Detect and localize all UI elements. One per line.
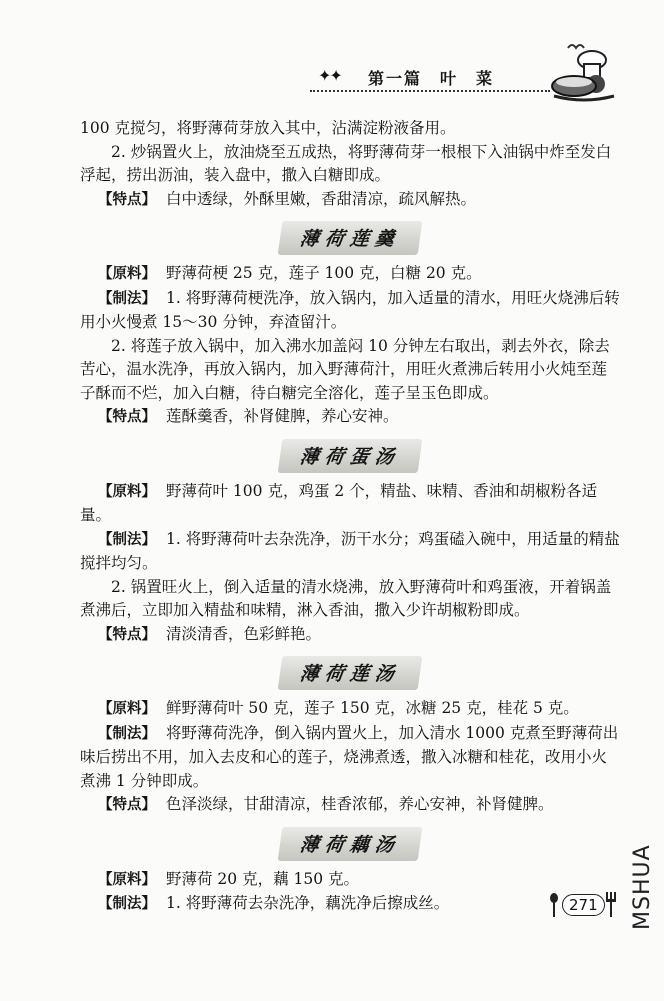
method-label: 【制法】 [98,725,156,742]
feature-label: 【特点】 [98,409,156,425]
feature-text: 色泽淡绿，甘甜清凉，桂香浓郁，养心安神，补肾健脾。 [166,795,554,813]
page-body [80,117,620,917]
feature-label: 【特点】 [98,797,156,813]
method-step: 2. 将莲子放入锅中，加入沸水加盖闷 10 分钟左右取出，剥去外衣，除去苦心，温水洗净，再放入锅内，加入野薄荷汁，用旺火煮沸后转用小火炖至莲子酥而不烂，加入白糖，待白糖完全溶化，莲子呈玉色即成。 [80,336,610,402]
feature-line [80,623,620,648]
recipe-title-block [80,647,620,697]
method-label: 【制法】 [98,531,156,548]
ingredients-text: 野薄荷梗 25 克，莲子 100 克，白糖 20 克。 [166,264,482,282]
ingredients-label: 【原料】 [98,483,156,500]
feature-text: 莲酥羹香，补肾健脾，养心安神。 [166,407,399,425]
ingredients-label: 【原料】 [98,871,156,888]
ingredients-line [80,262,620,287]
feature-text: 白中透绿，外酥里嫩，香甜清凉，疏风解热。 [166,189,477,208]
feature-label: 【特点】 [98,191,156,208]
method-step: 2. 锅置旺火上，倒入适量的清水烧沸，放入野薄荷叶和鸡蛋液，开着锅盖煮沸后，立即加入精盐和味精，淋入香油，撒入少许胡椒粉即成。 [80,577,612,619]
feature-label: 【特点】 [98,626,156,643]
method-line [80,892,620,917]
recipe-title: 薄荷莲羹 [278,221,423,255]
page-number: 271 [562,894,605,916]
ingredients-line [80,868,620,893]
feature-line [80,188,620,213]
ingredients-line [80,697,620,722]
method-text: 1. 将野薄荷去杂洗净，藕洗净后擦成丝。 [166,894,450,912]
recipe-title-block [80,818,620,868]
fork-icon [604,892,618,918]
running-header [310,60,560,96]
ingredients-label: 【原料】 [98,701,156,717]
feature-text: 清淡清香，色彩鲜艳。 [166,624,322,643]
feature-line [80,405,620,430]
ingredients-line [80,480,620,528]
recipe-title: 薄荷蛋汤 [278,439,423,473]
recipe-title: 薄荷藕汤 [278,827,423,861]
paragraph: 2. 炒锅置火上，放油烧至五成热，将野薄荷芽一根根下入油锅中炸至发白浮起，捞出沥油，装入盘中，撒入白糖即成。 [80,142,612,184]
ingredients-text: 野薄荷叶 100 克，鸡蛋 2 个，精盐、味精、香油和胡椒粉各适量。 [80,481,598,524]
method-line [80,722,620,794]
page-number-badge [548,890,618,922]
method-line [80,287,620,335]
method-text: 1. 将野薄荷叶去杂洗净，沥干水分；鸡蛋磕入碗中，用适量的精盐搅拌均匀。 [80,529,620,572]
method-text: 将野薄荷洗净，倒入锅内置火上，加入清水 1000 克煮至野薄荷出味后捞出不用，加入去皮和心的莲子，烧沸煮透，撒入冰糖和桂花，改用小火煮沸 1 分钟即成。 [80,723,619,790]
watermark: MSHUA [630,844,655,930]
recipe-title: 薄荷莲汤 [278,656,423,690]
method-text: 1. 将野薄荷梗洗净，放入锅内，加入适量的清水，用旺火烧沸后转用小火慢煮 15～30 分钟，弃渣留汁。 [80,288,620,331]
chef-cooking-icon [548,40,620,106]
header-dotted-rule [310,90,550,92]
feature-line [80,793,620,818]
ingredients-label: 【原料】 [98,266,156,282]
sparkle-icon: ✦✦ [318,66,341,85]
recipe-title-block [80,212,620,262]
recipe-title-block [80,430,620,480]
method-label: 【制法】 [98,896,156,912]
paragraph: 100 克搅匀，将野薄荷芽放入其中，沾满淀粉液备用。 [80,119,456,137]
spoon-icon [548,892,560,918]
ingredients-text: 鲜野薄荷叶 50 克，莲子 150 克，冰糖 25 克，桂花 5 克。 [166,699,579,717]
ingredients-text: 野薄荷 20 克，藕 150 克。 [166,869,360,888]
method-label: 【制法】 [98,290,156,307]
chapter-title: 第一篇 叶 菜 [368,69,495,88]
method-line [80,528,620,576]
